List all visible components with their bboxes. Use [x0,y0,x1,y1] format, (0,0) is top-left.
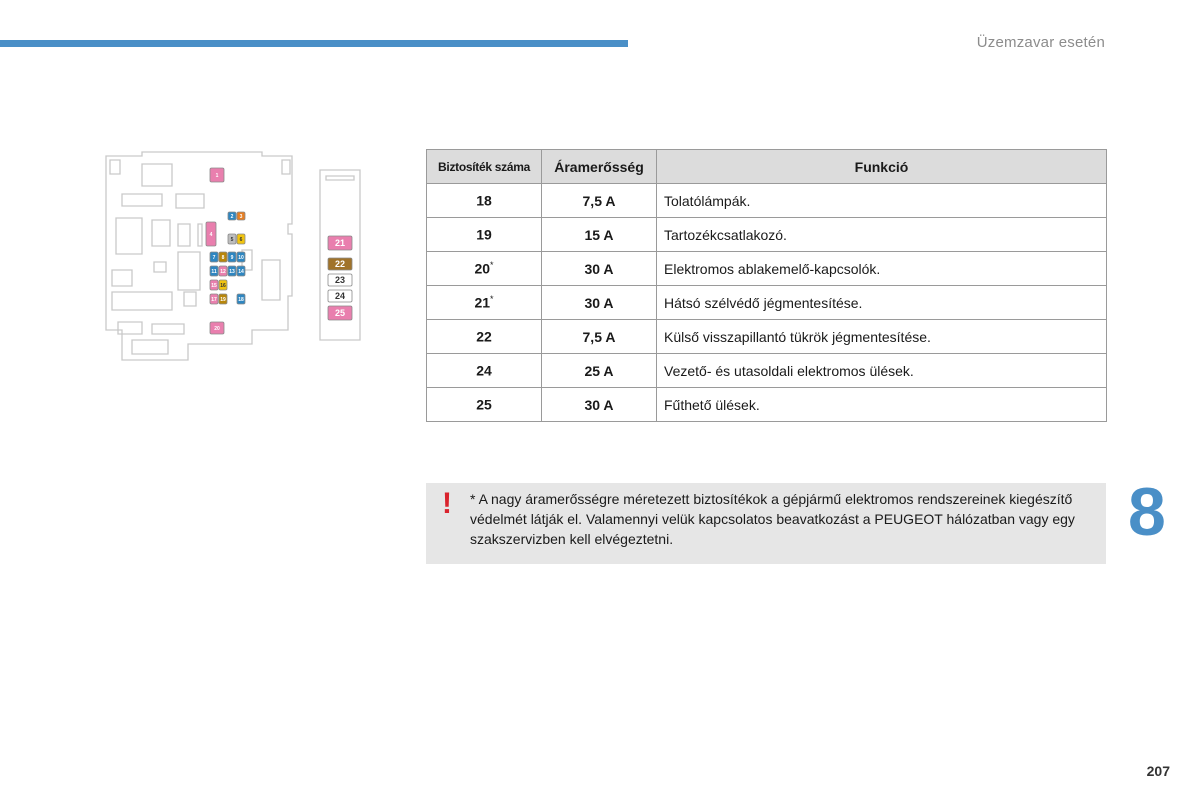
fuse-label: 15 [211,282,217,289]
fuse-label: 3 [239,213,243,220]
fuse-number [427,286,542,320]
fuse-current: 30 A [542,252,657,286]
fuse-label: 23 [334,275,346,286]
header-fuse-number: Biztosíték száma [427,150,542,184]
fuse-current: 30 A [542,286,657,320]
fuse-label: 12 [220,268,226,275]
fuse-function: Tolatólámpák. [657,184,1107,218]
fuse-label: 2 [230,213,234,220]
warning-notice [426,483,1106,564]
fuse-number-value: 22 [476,328,492,345]
table-row [427,286,1107,320]
main-fuse-group [206,168,245,334]
fuse-function: Külső visszapillantó tükrök jégmentesítése. [657,320,1107,354]
fuse-label: 6 [239,236,243,243]
page-number: 207 [1146,763,1170,779]
fuse-number-value: 24 [476,362,492,379]
fuse-label: 5 [230,236,234,243]
fuse-current: 7,5 A [542,320,657,354]
fuse-current: 15 A [542,218,657,252]
fuse-number [427,320,542,354]
fuse-box-svg [102,150,368,366]
fuse-label: 10 [238,254,244,261]
header-current: Áramerősség [542,150,657,184]
fuse-label: 20 [214,325,220,332]
fuse-label: 8 [221,254,225,261]
fuse-label: 22 [334,259,346,270]
fuse-number [427,252,542,286]
table-row [427,388,1107,422]
fuse-function: Fűthető ülések. [657,388,1107,422]
table-row [427,320,1107,354]
table-row [427,184,1107,218]
fuse-label: 24 [334,291,346,302]
fuse-label: 9 [230,254,234,261]
fuse-label: 1 [215,172,219,179]
fuse-number [427,354,542,388]
fuse-function: Tartozékcsatlakozó. [657,218,1107,252]
fuse-label: 17 [211,296,217,303]
fuse-number [427,184,542,218]
header-accent-bar [0,40,628,47]
fuse-function: Vezető- és utasoldali elektromos ülések. [657,354,1107,388]
fuse-label: 18 [238,296,244,303]
fuse-number-value: 20 [474,260,491,277]
fuse-current: 7,5 A [542,184,657,218]
fuse-current: 25 A [542,354,657,388]
exclamation-icon: ! [442,487,452,520]
table-row [427,252,1107,286]
table-row [427,354,1107,388]
fuse-number-value: 25 [476,396,492,413]
header-function: Funkció [657,150,1107,184]
fuse-marker: * [490,294,494,305]
fuse-number [427,218,542,252]
fuse-number-value: 18 [476,192,492,209]
table-row [427,218,1107,252]
fuse-label: 7 [212,254,216,261]
fuse-label: 21 [334,238,346,249]
fuse-number-value: 21 [474,294,491,311]
fuse-number [427,388,542,422]
fuse-current: 30 A [542,388,657,422]
fuse-label: 11 [211,268,217,275]
fuse-table [426,149,1107,422]
section-title: Üzemzavar esetén [976,34,1105,51]
fuse-function: Elektromos ablakemelő-kapcsolók. [657,252,1107,286]
fuse-label: 19 [220,296,226,303]
fuse-function: Hátsó szélvédő jégmentesítése. [657,286,1107,320]
fuse-number-value: 19 [476,226,492,243]
fuse-box-diagram [102,150,368,366]
fuse-marker: * [490,260,494,271]
notice-text: * A nagy áramerősségre méretezett biztosítékok a gépjármű elektromos rendszereinek kiegészítő védelmét látják el. Valamennyi velük kapcsolatos beavatkozást a PEUGEOT hálózatban vagy egy szakszervizben kell elvégeztetni. [470,491,1075,547]
fuse-label: 16 [220,282,226,289]
chapter-number: 8 [1128,474,1166,550]
table-header-row [427,150,1107,184]
fuse-label: 13 [229,268,235,275]
side-fuse-group [328,236,352,320]
fuse-label: 25 [334,308,346,319]
fuse-label: 4 [209,231,213,238]
fuse-label: 14 [238,268,244,275]
